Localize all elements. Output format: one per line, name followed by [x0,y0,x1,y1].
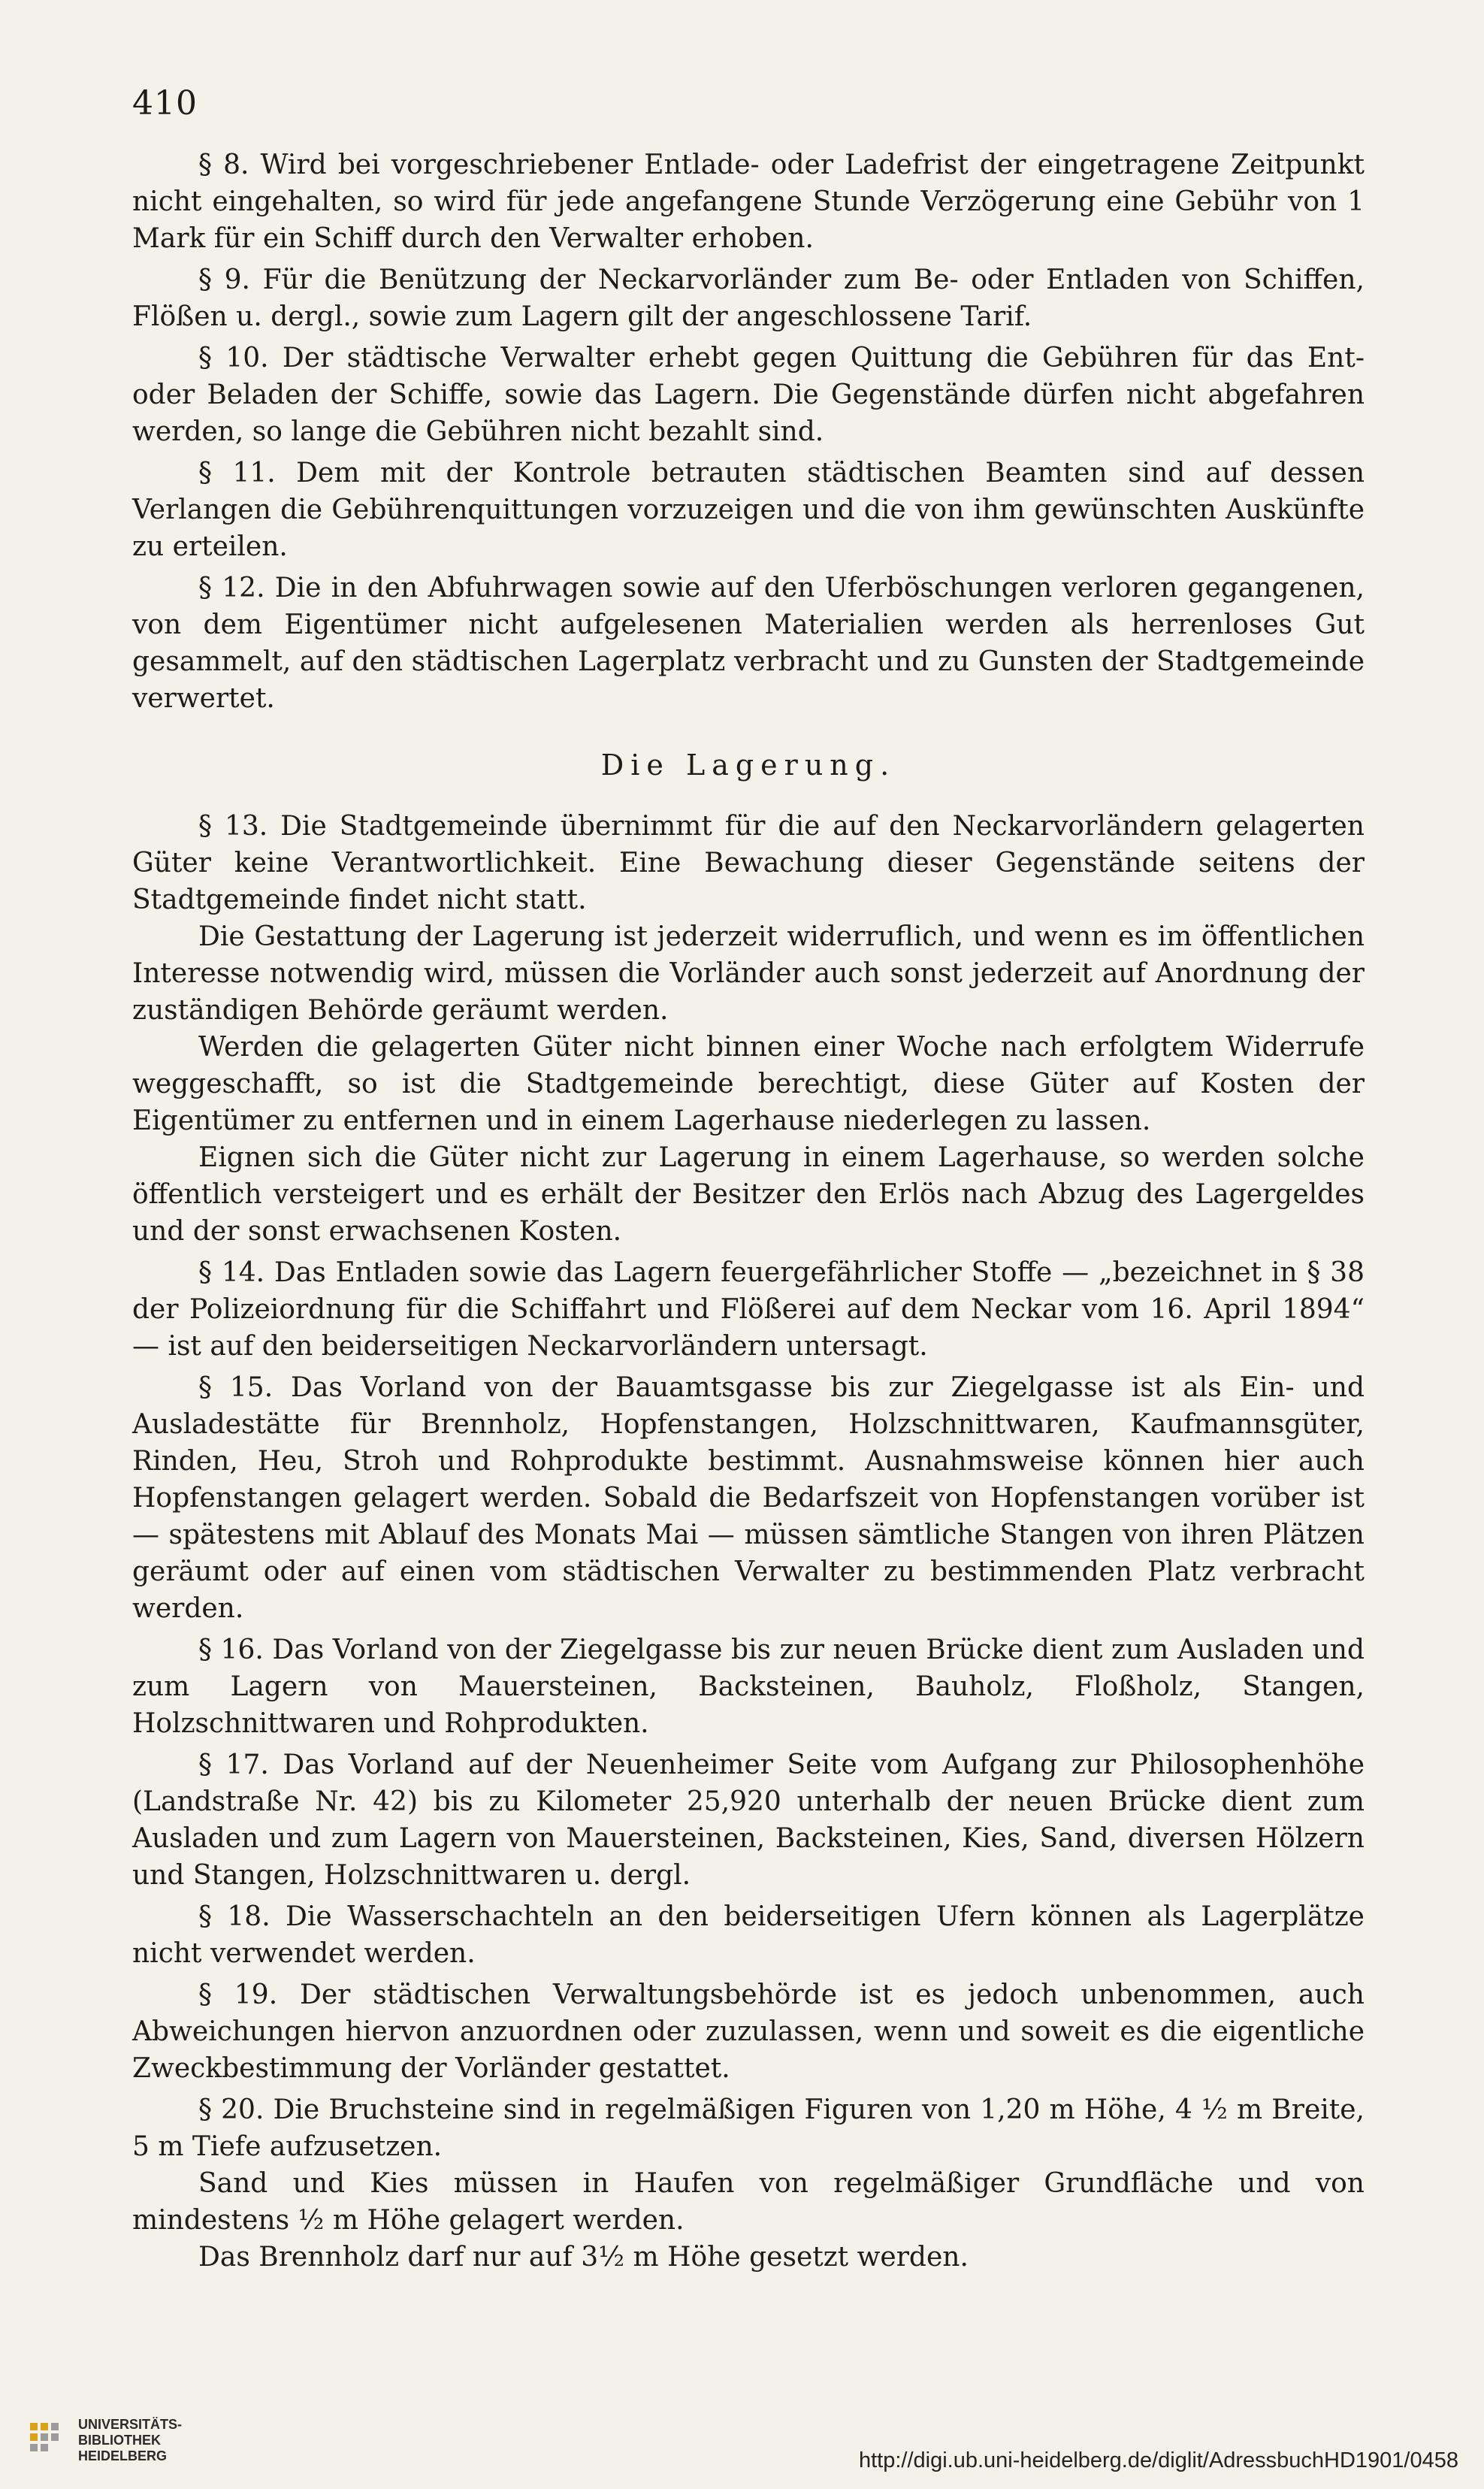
paragraph-13: § 13. Die Stadtgemeinde übernimmt für die auf den Neckarvorländern gelagerten Güter keine Verantwortlichkeit. Eine Bewachung dieser Gegenstände seitens der Stadtgemeinde findet nicht statt. [132,811,1365,915]
paragraph-11: § 11. Dem mit der Kontrole betrauten städtischen Beamten sind auf dessen Verlangen die Gebührenquittungen vorzuzeigen und die von ihm gewünschten Auskünfte zu erteilen. [132,458,1365,562]
section-heading: Die Lagerung. [600,749,896,782]
paragraph-20: § 20. Die Bruchsteine sind in regelmäßigen Figuren von 1,20 m Höhe, 4 ½ m Breite, 5 m Tiefe aufzusetzen. [132,2094,1365,2162]
library-name-line-1: UNIVERSITÄTS- [78,2417,183,2432]
paragraph-15: § 15. Das Vorland von der Bauamtsgasse bis zur Ziegelgasse ist als Ein- und Ausladestätte für Brennholz, Hopfenstangen, Holzschnittwaren, Kaufmannsgüter, Rinden, Heu, Stroh und Rohprodukte bestimmt. Ausnahmsweise können hier auch Hopfenstangen gelagert werden. Sobald die Bedarfszeit von Hopfenstangen vorüber ist — spätestens mit Ablauf des Monats Mai — müssen sämtliche Stangen von ihren Plätzen geräumt oder auf einen vom städtischen Verwalter zu bestimmenden Platz verbracht werden. [132,1372,1365,1624]
paragraph-20-b: Sand und Kies müssen in Haufen von regelmäßiger Grundfläche und von mindestens ½ m Höhe gelagert werden. [132,2168,1365,2236]
page-number: 410 [132,84,198,122]
paragraph-18: § 18. Die Wasserschachteln an den beiderseitigen Ufern können als Lagerplätze nicht verwendet werden. [132,1901,1365,1969]
paragraph-17: § 17. Das Vorland auf der Neuenheimer Seite vom Aufgang zur Philosophenhöhe (Landstraße Nr. 42) bis zu Kilometer 25,920 unterhalb der neuen Brücke dient zum Ausladen und zum Lagern von Mauersteinen, Backsteinen, Kies, Sand, diversen Hölzern und Stangen, Holzschnittwaren u. dergl. [132,1750,1365,1891]
paragraph-13-d: Eignen sich die Güter nicht zur Lagerung in einem Lagerhause, so werden solche öffentlich versteigert und es erhält der Besitzer den Erlös nach Abzug des Lagergeldes und der sonst erwachsenen Kosten. [132,1142,1365,1247]
page-footer [0,2411,1484,2489]
paragraph-19: § 19. Der städtischen Verwaltungsbehörde ist es jedoch unbenommen, auch Abweichungen hiervon anzuordnen oder zuzulassen, wenn und soweit es die eigentliche Zweckbestimmung der Vorländer gestattet. [132,1979,1365,2084]
library-name-line-3: HEIDELBERG [78,2448,168,2463]
paragraph-9: § 9. Für die Benützung der Neckarvorländer zum Be- oder Entladen von Schiffen, Flößen u. dergl., sowie zum Lagern gilt der angeschlossene Tarif. [132,265,1365,332]
paragraph-10: § 10. Der städtische Verwalter erhebt gegen Quittung die Gebühren für das Ent- oder Beladen der Schiffe, sowie das Lagern. Die Gegenstände dürfen nicht abgefahren werden, so lange die Gebühren nicht bezahlt sind. [132,343,1365,447]
library-logo-icon [27,2418,72,2460]
paragraph-8: § 8. Wird bei vorgeschriebener Entlade- oder Ladefrist der eingetragene Zeitpunkt nicht eingehalten, so wird für jede angefangene Stunde Verzögerung eine Gebühr von 1 Mark für ein Schiff durch den Verwalter erhoben. [132,150,1365,254]
paragraph-13-c: Werden die gelagerten Güter nicht binnen einer Woche nach erfolgtem Widerrufe weggeschafft, so ist die Stadtgemeinde berechtigt, diese Güter auf Kosten der Eigentümer zu entfernen und in einem Lagerhause niederlegen zu lassen. [132,1032,1365,1136]
paragraph-20-c: Das Brennholz darf nur auf 3½ m Höhe gesetzt werden. [198,2242,969,2273]
paragraph-16: § 16. Das Vorland von der Ziegelgasse bis zur neuen Brücke dient zum Ausladen und zum Lagern von Mauersteinen, Backsteinen, Bauholz, Floßholz, Stangen, Holzschnittwaren und Rohprodukten. [132,1635,1365,1739]
paragraph-14: § 14. Das Entladen sowie das Lagern feuergefährlicher Stoffe — „bezeichnet in § 38 der Polizeiordnung für die Schiffahrt und Flößerei auf dem Neckar vom 16. April 1894“ — ist auf den beiderseitigen Neckarvorländern untersagt. [132,1257,1365,1362]
source-url-link[interactable]: http://digi.ub.uni-heidelberg.de/diglit/AdressbuchHD1901/0458 [858,2448,1458,2472]
paragraph-13-b: Die Gestattung der Lagerung ist jederzeit widerruflich, und wenn es im öffentlichen Interesse notwendig wird, müssen die Vorländer auch sonst jederzeit auf Anordnung der zuständigen Behörde geräumt werden. [132,921,1365,1026]
document-body [132,147,1365,2276]
paragraph-12: § 12. Die in den Abfuhrwagen sowie auf den Uferböschungen verloren gegangenen, von dem Eigentümer nicht aufgelesenen Materialien werden als herrenloses Gut gesammelt, auf den städtischen Lagerplatz verbracht und zu Gunsten der Stadtgemeinde verwertet. [132,573,1365,714]
library-name-line-2: BIBLIOTHEK [78,2433,161,2448]
library-name [78,2417,182,2464]
